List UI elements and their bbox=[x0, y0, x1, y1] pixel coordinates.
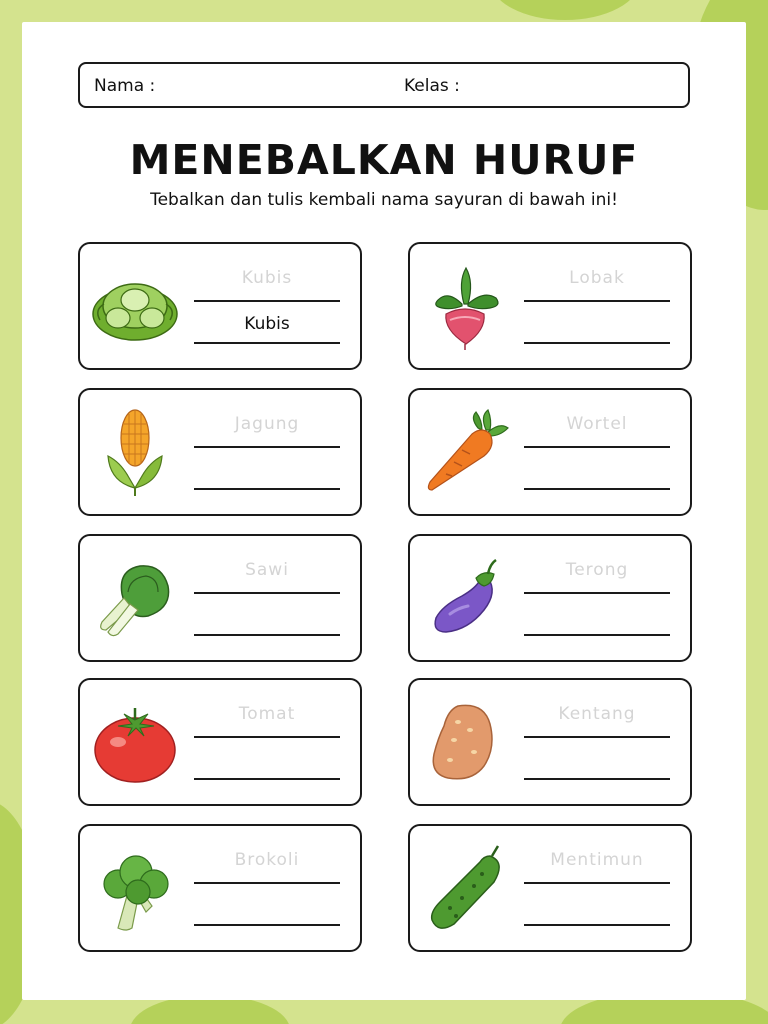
writing-line[interactable] bbox=[194, 634, 340, 636]
mustard-greens-icon bbox=[88, 552, 182, 644]
card-brokoli bbox=[78, 824, 362, 952]
card-kubis bbox=[78, 242, 362, 370]
worksheet bbox=[22, 22, 746, 1000]
writing-line[interactable] bbox=[194, 778, 340, 780]
card-jagung bbox=[78, 388, 362, 516]
trace-word: Kubis bbox=[241, 268, 293, 288]
trace-word: Wortel bbox=[566, 414, 628, 434]
writing-line[interactable] bbox=[524, 778, 670, 780]
trace-word: Brokoli bbox=[234, 850, 300, 870]
cucumber-icon bbox=[418, 842, 512, 934]
trace-line bbox=[524, 882, 670, 884]
trace-word: Tomat bbox=[238, 704, 296, 724]
trace-line bbox=[194, 300, 340, 302]
potato-icon bbox=[418, 696, 512, 788]
trace-line bbox=[194, 882, 340, 884]
carrot-icon bbox=[418, 406, 512, 498]
trace-word: Jagung bbox=[234, 414, 300, 434]
card-terong bbox=[408, 534, 692, 662]
writing-line[interactable] bbox=[524, 924, 670, 926]
trace-line bbox=[524, 592, 670, 594]
trace-word: Mentimun bbox=[550, 850, 644, 870]
eggplant-icon bbox=[418, 552, 512, 644]
name-label: Nama : bbox=[94, 76, 156, 96]
writing-line[interactable] bbox=[194, 924, 340, 926]
page-title: MENEBALKAN HURUF bbox=[129, 136, 639, 184]
writing-line[interactable] bbox=[194, 488, 340, 490]
writing-line[interactable] bbox=[524, 488, 670, 490]
card-tomat bbox=[78, 678, 362, 806]
background-blob bbox=[490, 0, 640, 20]
card-sawi bbox=[78, 534, 362, 662]
card-mentimun bbox=[408, 824, 692, 952]
tomato-icon bbox=[88, 696, 182, 788]
card-lobak bbox=[408, 242, 692, 370]
trace-line bbox=[524, 300, 670, 302]
student-info-bar bbox=[78, 62, 690, 108]
broccoli-icon bbox=[88, 842, 182, 934]
trace-word: Terong bbox=[565, 560, 629, 580]
trace-line bbox=[524, 736, 670, 738]
trace-word: Kentang bbox=[558, 704, 636, 724]
class-label: Kelas : bbox=[404, 76, 460, 96]
corn-icon bbox=[88, 406, 182, 498]
trace-line bbox=[194, 446, 340, 448]
writing-line[interactable] bbox=[524, 342, 670, 344]
trace-word: Lobak bbox=[569, 268, 625, 288]
trace-line bbox=[524, 446, 670, 448]
radish-icon bbox=[418, 260, 512, 352]
answer-text[interactable]: Kubis bbox=[244, 314, 290, 334]
card-wortel bbox=[408, 388, 692, 516]
instruction-text: Tebalkan dan tulis kembali nama sayuran di bawah ini! bbox=[150, 190, 618, 210]
cabbage-icon bbox=[88, 260, 182, 352]
trace-word: Sawi bbox=[245, 560, 289, 580]
card-kentang bbox=[408, 678, 692, 806]
writing-line[interactable] bbox=[524, 634, 670, 636]
writing-line[interactable] bbox=[194, 342, 340, 344]
trace-line bbox=[194, 736, 340, 738]
trace-line bbox=[194, 592, 340, 594]
